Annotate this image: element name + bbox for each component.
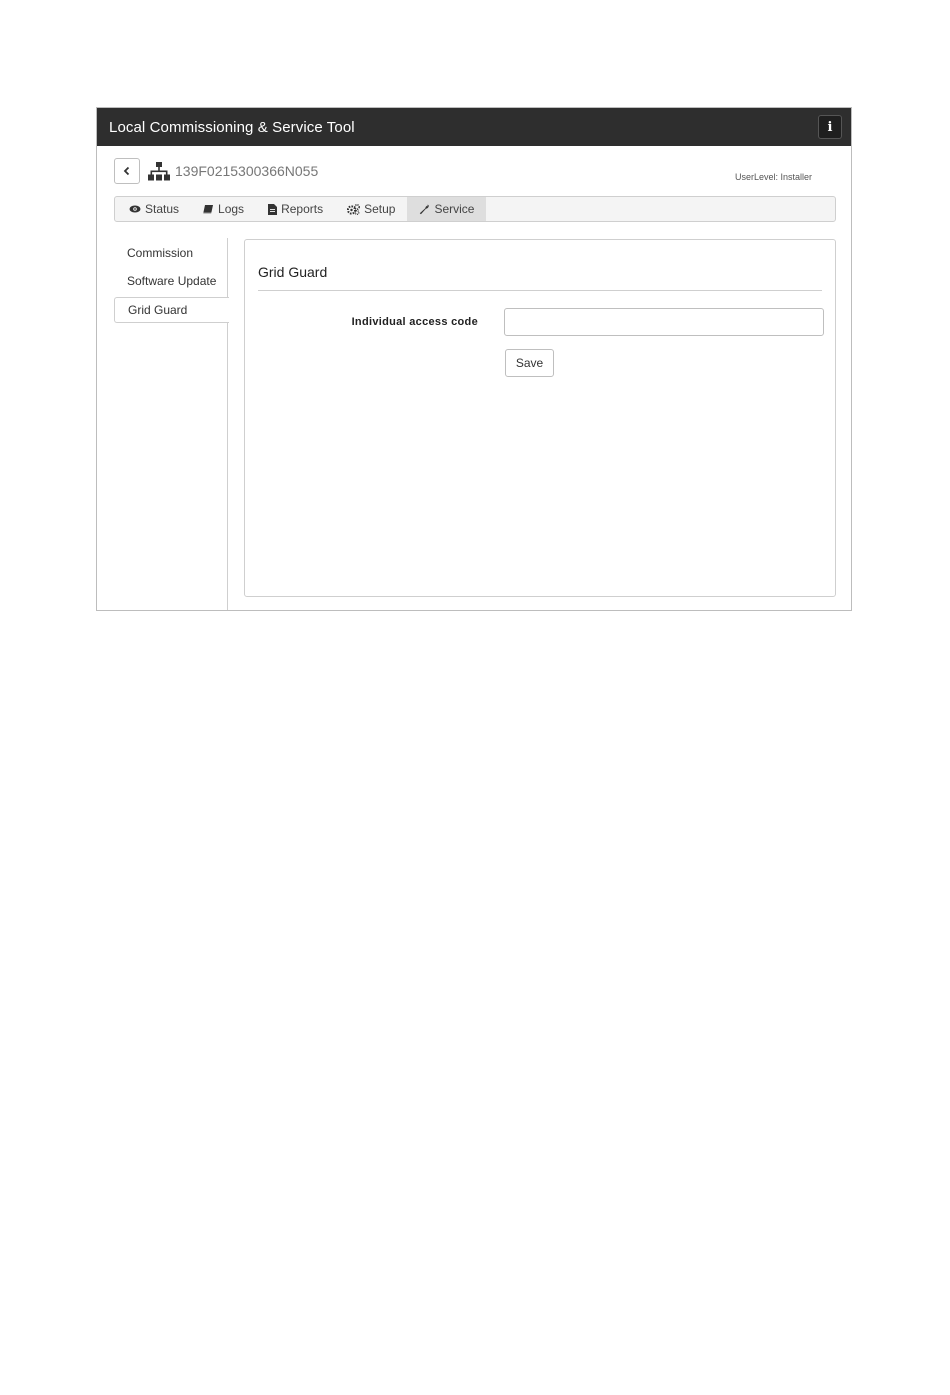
back-button[interactable] xyxy=(114,158,140,184)
main-tabs xyxy=(114,196,836,222)
user-level: UserLevel: Installer xyxy=(734,172,812,182)
app-title: Local Commissioning & Service Tool xyxy=(109,119,355,136)
grid-guard-panel xyxy=(244,239,836,597)
network-tree-icon xyxy=(148,162,170,182)
sidebar-item-label: Software Update xyxy=(127,274,217,288)
save-button[interactable]: Save xyxy=(505,349,554,377)
tab-label: Service xyxy=(434,202,475,216)
tab-label: Setup xyxy=(364,202,396,216)
tab-status[interactable] xyxy=(117,197,191,221)
tab-setup[interactable] xyxy=(335,197,407,221)
info-icon: i xyxy=(827,119,833,135)
sidebar-item-software-update[interactable] xyxy=(114,268,228,294)
tab-label: Logs xyxy=(218,202,245,216)
device-id: 139F0215300366N055 xyxy=(175,163,319,179)
cogs-icon xyxy=(347,204,360,215)
file-icon xyxy=(268,204,277,215)
tab-logs[interactable] xyxy=(191,197,256,221)
panel-divider xyxy=(258,290,822,291)
eye-icon xyxy=(129,205,141,213)
app-window xyxy=(96,107,852,611)
access-code-label: Individual access code xyxy=(351,316,478,328)
tab-label: Reports xyxy=(281,202,324,216)
panel-title: Grid Guard xyxy=(258,264,328,280)
title-bar xyxy=(97,108,851,146)
sidebar-item-grid-guard[interactable] xyxy=(114,297,229,323)
tab-service[interactable] xyxy=(407,197,486,221)
tab-reports[interactable] xyxy=(256,197,335,221)
sidebar-item-commission[interactable] xyxy=(114,240,228,266)
wrench-icon xyxy=(419,204,430,215)
book-icon xyxy=(203,204,214,214)
device-header xyxy=(114,158,834,186)
access-code-input[interactable] xyxy=(504,308,824,336)
sidebar-item-label: Grid Guard xyxy=(128,303,188,317)
sidebar-item-label: Commission xyxy=(127,246,194,260)
service-sidebar xyxy=(114,238,228,610)
tab-label: Status xyxy=(145,202,180,216)
info-button[interactable] xyxy=(818,115,842,139)
chevron-left-icon xyxy=(123,166,131,176)
